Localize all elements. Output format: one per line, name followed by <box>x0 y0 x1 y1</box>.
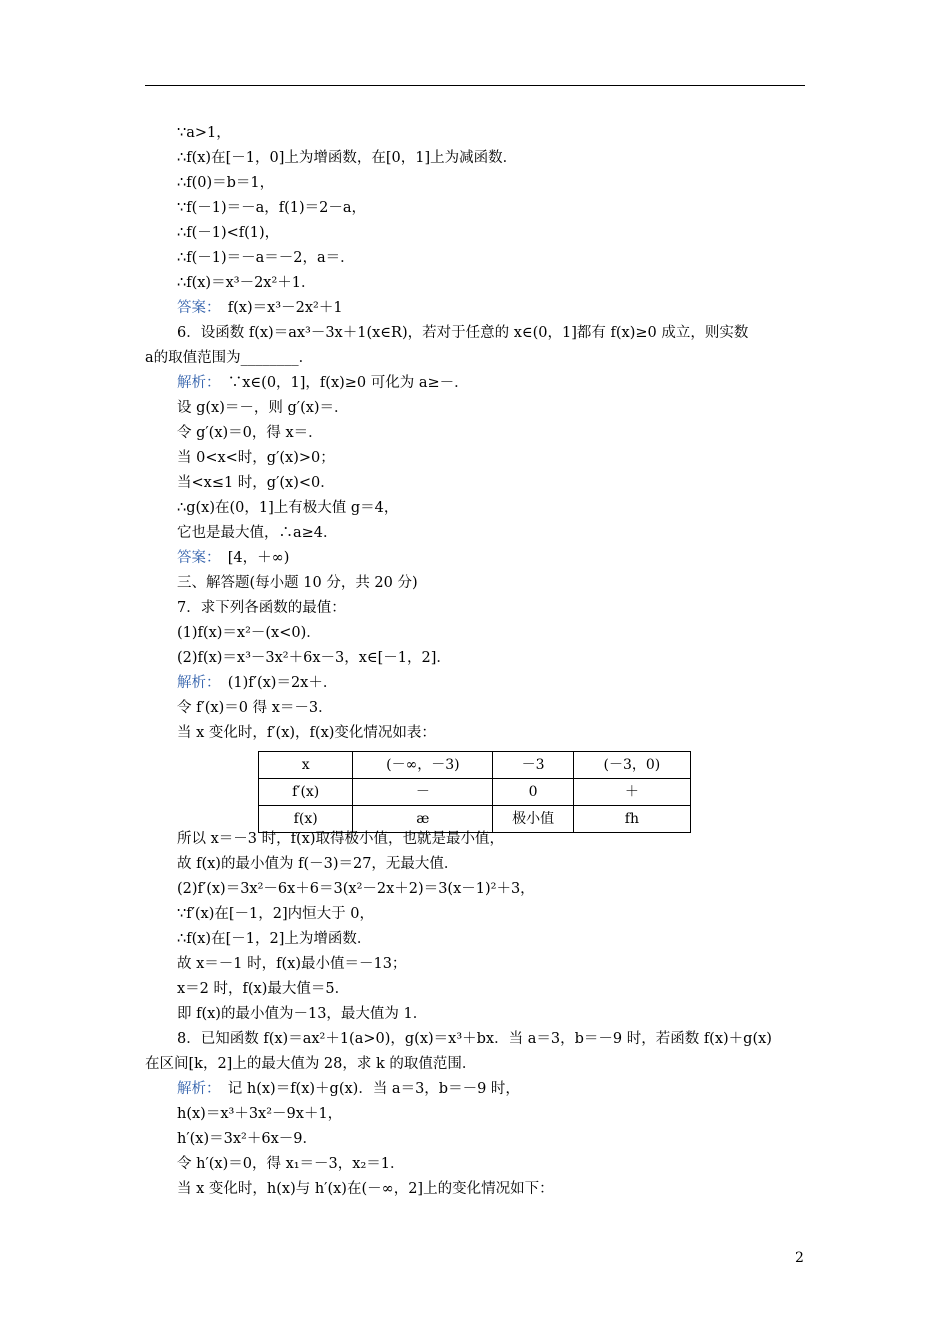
text-line: 令 f′(x)＝0 得 x＝－3． <box>177 700 333 716</box>
table-cell: fh <box>573 806 690 833</box>
table-row <box>259 806 691 833</box>
table-cell: －3 <box>493 752 573 779</box>
text-line: 令 g′(x)＝0，得 x＝． <box>177 425 323 441</box>
solution-line: 解析： 记 h(x)＝f(x)＋g(x)．当 a＝3，b＝－9 时， <box>177 1081 520 1097</box>
text-line: ∴f(x)在[－1，0]上为增函数，在[0，1]上为减函数． <box>177 150 518 166</box>
text-line: ∴g(x)在(0，1]上有极大值 g＝4， <box>177 500 399 516</box>
table-cell: æ <box>353 806 493 833</box>
question-6: 6．设函数 f(x)＝ax³－3x＋1(x∈R)，若对于任意的 x∈(0，1]都有 f(x)≥0 成立，则实数 <box>177 325 749 341</box>
table-cell: (－∞，－3) <box>353 752 493 779</box>
header-rule <box>145 85 805 86</box>
text-line: h(x)＝x³＋3x²－9x＋1， <box>177 1106 343 1122</box>
question-8-cont: 在区间[k，2]上的最大值为 28，求 k 的取值范围． <box>145 1056 477 1072</box>
text-line: (2)f(x)＝x³－3x²＋6x－3，x∈[－1，2]． <box>177 650 451 666</box>
page-number: 2 <box>795 1250 804 1266</box>
text-line: 设 g(x)＝－，则 g′(x)＝． <box>177 400 349 416</box>
solution-line: 解析： ∵x∈(0，1]，f(x)≥0 可化为 a≥－． <box>177 375 469 391</box>
table-cell: x <box>259 752 353 779</box>
table-row <box>259 752 691 779</box>
text-line: x＝2 时，f(x)最大值＝5． <box>177 981 350 997</box>
text-line: ∵f(－1)＝－a，f(1)＝2－a， <box>177 200 367 216</box>
text-line: ∴f(0)＝b＝1， <box>177 175 275 191</box>
text-line: (1)f(x)＝x²－(x<0)． <box>177 625 321 641</box>
text-line: ∴f(－1)<f(1)， <box>177 225 280 241</box>
answer-label: 答案： <box>177 550 214 566</box>
text-line: 即 f(x)的最小值为－13，最大值为 1． <box>177 1006 428 1022</box>
question-7: 7．求下列各函数的最值： <box>177 600 346 616</box>
section-heading: 三、解答题(每小题 10 分，共 20 分) <box>177 575 418 591</box>
text-line: 它也是最大值，∴a≥4． <box>177 525 338 541</box>
text-line: ∴f(x)＝x³－2x²＋1． <box>177 275 316 291</box>
text-line: ∴f(x)在[－1，2]上为增函数． <box>177 931 372 947</box>
variation-table <box>258 751 691 833</box>
table-cell: (－3，0) <box>573 752 690 779</box>
text-line: 当<x≤1 时，g′(x)<0． <box>177 475 335 491</box>
question-6-cont: a的取值范围为________． <box>145 350 314 366</box>
text-line: 故 f(x)的最小值为 f(－3)＝27，无最大值． <box>177 856 459 872</box>
solution-label: 解析： <box>177 375 214 391</box>
table-cell: ＋ <box>573 779 690 806</box>
table-cell: f′(x) <box>259 779 353 806</box>
table-row <box>259 779 691 806</box>
text-line: 当 0<x<时，g′(x)>0； <box>177 450 335 466</box>
solution-label: 解析： <box>177 675 214 691</box>
solution-line: 解析： (1)f′(x)＝2x＋． <box>177 675 338 691</box>
text-line: 当 x 变化时，f′(x)，f(x)变化情况如表： <box>177 725 436 741</box>
text-line: ∵a>1， <box>177 125 231 141</box>
table-cell: － <box>353 779 493 806</box>
text-line: 所以 x＝－3 时，f(x)取得极小值，也就是最小值， <box>177 831 504 847</box>
text-line: 故 x＝－1 时，f(x)最小值＝－13； <box>177 956 407 972</box>
question-8: 8．已知函数 f(x)＝ax²＋1(a>0)，g(x)＝x³＋bx．当 a＝3，b＝－9 时，若函数 f(x)＋g(x) <box>177 1031 772 1047</box>
answer-label: 答案： <box>177 300 214 316</box>
text-line: h′(x)＝3x²＋6x－9． <box>177 1131 317 1147</box>
text-line: 当 x 变化时，h(x)与 h′(x)在(－∞，2]上的变化情况如下： <box>177 1181 554 1197</box>
answer-line: 答案： [4，＋∞) <box>177 550 290 566</box>
solution-label: 解析： <box>177 1081 214 1097</box>
table-cell: 极小值 <box>493 806 573 833</box>
text-line: (2)f′(x)＝3x²－6x＋6＝3(x²－2x＋2)＝3(x－1)²＋3， <box>177 881 535 897</box>
answer-line: 答案： f(x)＝x³－2x²＋1 <box>177 300 343 316</box>
text-line: ∵f′(x)在[－1，2]内恒大于 0， <box>177 906 374 922</box>
text-line: ∴f(－1)＝－a＝－2，a＝． <box>177 250 355 266</box>
text-line: 令 h′(x)＝0，得 x₁＝－3，x₂＝1． <box>177 1156 405 1172</box>
table-cell: f(x) <box>259 806 353 833</box>
table-cell: 0 <box>493 779 573 806</box>
